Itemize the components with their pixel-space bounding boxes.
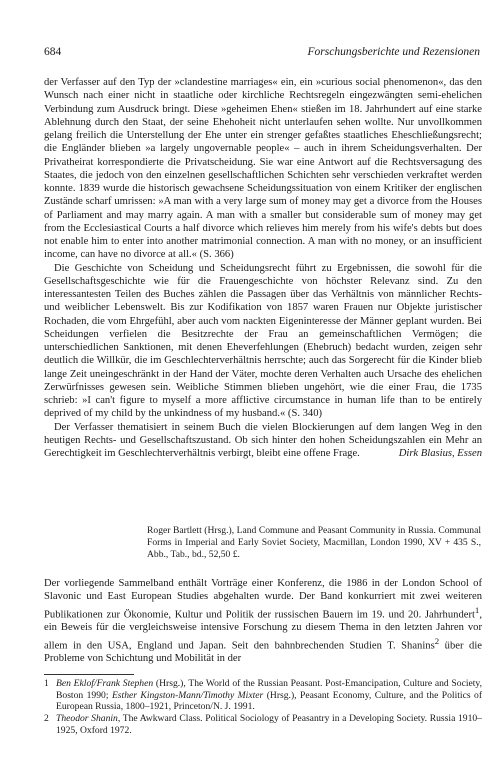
review-citation: Roger Bartlett (Hrsg.), Land Commune and Peasant Community in Russia. Communal Forms in Imperial and Early Soviet Society, Macmillan, London 1990, XV + 435 S., Abb., Tab., bd., 52,50 £. bbox=[147, 525, 481, 560]
paragraph: Die Geschichte von Scheidung und Scheidungsrecht führt zu Ergebnissen, die sowohl für die Gesellschaftsgeschichte wie für die Frauengeschichte von höchster Relevanz sind. Zu den interessantesten Teilen des Buches zählen die Passagen über das Verhältnis von männlicher Rechts- und weiblicher Lebenswelt. Bis zur Kodifikation von 1857 waren Frauen nur Objekte juristischer Rochaden, die vom Ehrgefühl, aber auch vom nackten Eigeninteresse der Männer geplant wurden. Bei Scheidungen verfielen die Besitzrechte der Frau an gemeinschaftlichen Vermögen; die unterschiedlichen Sanktionen, mit denen Eheverfehlungen (Ehebruch) bedacht wurden, zeigen sehr deutlich die Willkür, die im Geschlechterverhältnis herrschte; auch das Sorgerecht für die Kinder blieb lange Zeit uneingeschränkt in der Hand der Väter, mochte deren Verhalten auch Ursache des ehelichen Zerwürfnisses gewesen sein. Weibliche Stimmen blieben ungehört, wie die einer Frau, die 1735 schrieb: »I can't figure to myself a more afflictive circumstance in human life than to be entirely deprived of my child by the unkindness of my husband.« (S. 340) bbox=[44, 262, 482, 420]
footnotes bbox=[44, 678, 482, 737]
footnote-title: (Hrsg.), The World of the Russian Peasant. Post-Emancipation, Culture and Society, Boston 1990; bbox=[56, 678, 482, 701]
author-signature: Dirk Blasius, Essen bbox=[398, 448, 482, 459]
footnote bbox=[44, 678, 482, 713]
review-text: über die Probleme von Schichtung und Mobilität in der bbox=[44, 640, 482, 665]
footnote-title: , The Awkward Class. Political Sociology of Peasantry in a Developing Society. Russia 1910–1925, Oxford 1972. bbox=[56, 713, 482, 736]
page-header bbox=[44, 46, 480, 60]
footnote-marker: 1 bbox=[474, 604, 480, 615]
review-paragraph bbox=[44, 577, 482, 666]
footnote-authors: Theodor Shanin bbox=[56, 713, 118, 725]
paragraph-text: Der Verfasser thematisiert in seinem Buch die vielen Blockierungen auf dem langen Weg in den heutigen Rechts- und Gesellschaftszustand. Ob sich hinter den hohen Scheidungszahlen ein Mehr an Gerechtigkeit im Geschlechterverhältnis verbirgt, bleibt eine offene Frage. bbox=[44, 421, 482, 459]
footnote-number: 2 bbox=[44, 713, 49, 725]
footnote-text bbox=[56, 713, 482, 736]
review-text: , ein Beweis für die vergleichsweise intensive Forschung zu diesem Thema in den letzten Jahren vor allem in den USA, England und Japan. Seit den bahnbrechenden Studien T. Shanins bbox=[44, 609, 482, 652]
footnote-authors: Ben Eklof/Frank Stephen bbox=[56, 678, 154, 689]
footnote bbox=[44, 713, 482, 736]
footnote-authors: Esther Kingston-Mann/Timothy Mixter bbox=[111, 689, 264, 701]
review-text: Der vorliegende Sammelband enthält Vorträge einer Konferenz, die 1986 in der London School of Slavonic und East European Studies abgehalten wurde. Der Band konkurriert mit zwei weiteren Publikationen zur Ökonomie, Kultur und Politik der russischen Bauern im 19. und 20. Jahrhundert bbox=[44, 578, 482, 621]
review-body bbox=[44, 76, 482, 460]
running-title: Forschungsberichte und Rezensionen bbox=[307, 46, 480, 58]
footnote-title: (Hrsg.), Peasant Economy, Culture, and the Politics of European Russia, 1800–1921, Princeton/N. J. 1991. bbox=[56, 689, 483, 713]
footnote-text bbox=[56, 678, 482, 713]
footnote-number: 1 bbox=[44, 678, 49, 689]
footnote-divider bbox=[44, 674, 134, 675]
page-number: 684 bbox=[44, 46, 62, 58]
paragraph bbox=[44, 421, 482, 461]
footnote-marker: 2 bbox=[434, 635, 440, 646]
paragraph: der Verfasser auf den Typ der »clandestine marriages« ein, ein »curious social phenomenon«, das den Wunsch nach einer nicht in staatliche oder kirchliche Rechtsregeln eingezwängten semi-ehelichen Verbindung zum Ausdruck bringt. Diese »geheimen Ehen« stießen im 18. Jahrhundert auf eine starke Ablehnung durch den Staat, der seine Ehehoheit nicht unterlaufen sehen wollte. Nur unvollkommen gelang freilich die Unterstellung der Ehe unter ein strenger gefaßtes staatliches Eheschließungsrecht; die Engländer blieben »a largely ungovernable people« – auch in ihrem Scheidungsverhalten. Der Privatheirat korrespondierte die Privatscheidung. Sie war eine Antwort auf die Rechtsversagung des Staates, die jedoch von den einzelnen gesellschaftlichen Schichten sehr verschieden verkraftet werden konnte. 1839 wurde die historisch gewachsene Scheidungssituation von einem Kritiker der englischen Zustände scharf umrissen: »A man with a very large sum of money may get a divorce from the Houses of Parliament and may marry again. A man with a smaller but considerable sum of money may get from the Ecclesiastical Courts a half divorce which relieves him merely from his wife's debts but does not enable him to enter into another matrimonial connection. A man with no money, or an insufficient income, can have no divorce at all.« (S. 366) bbox=[44, 77, 482, 261]
